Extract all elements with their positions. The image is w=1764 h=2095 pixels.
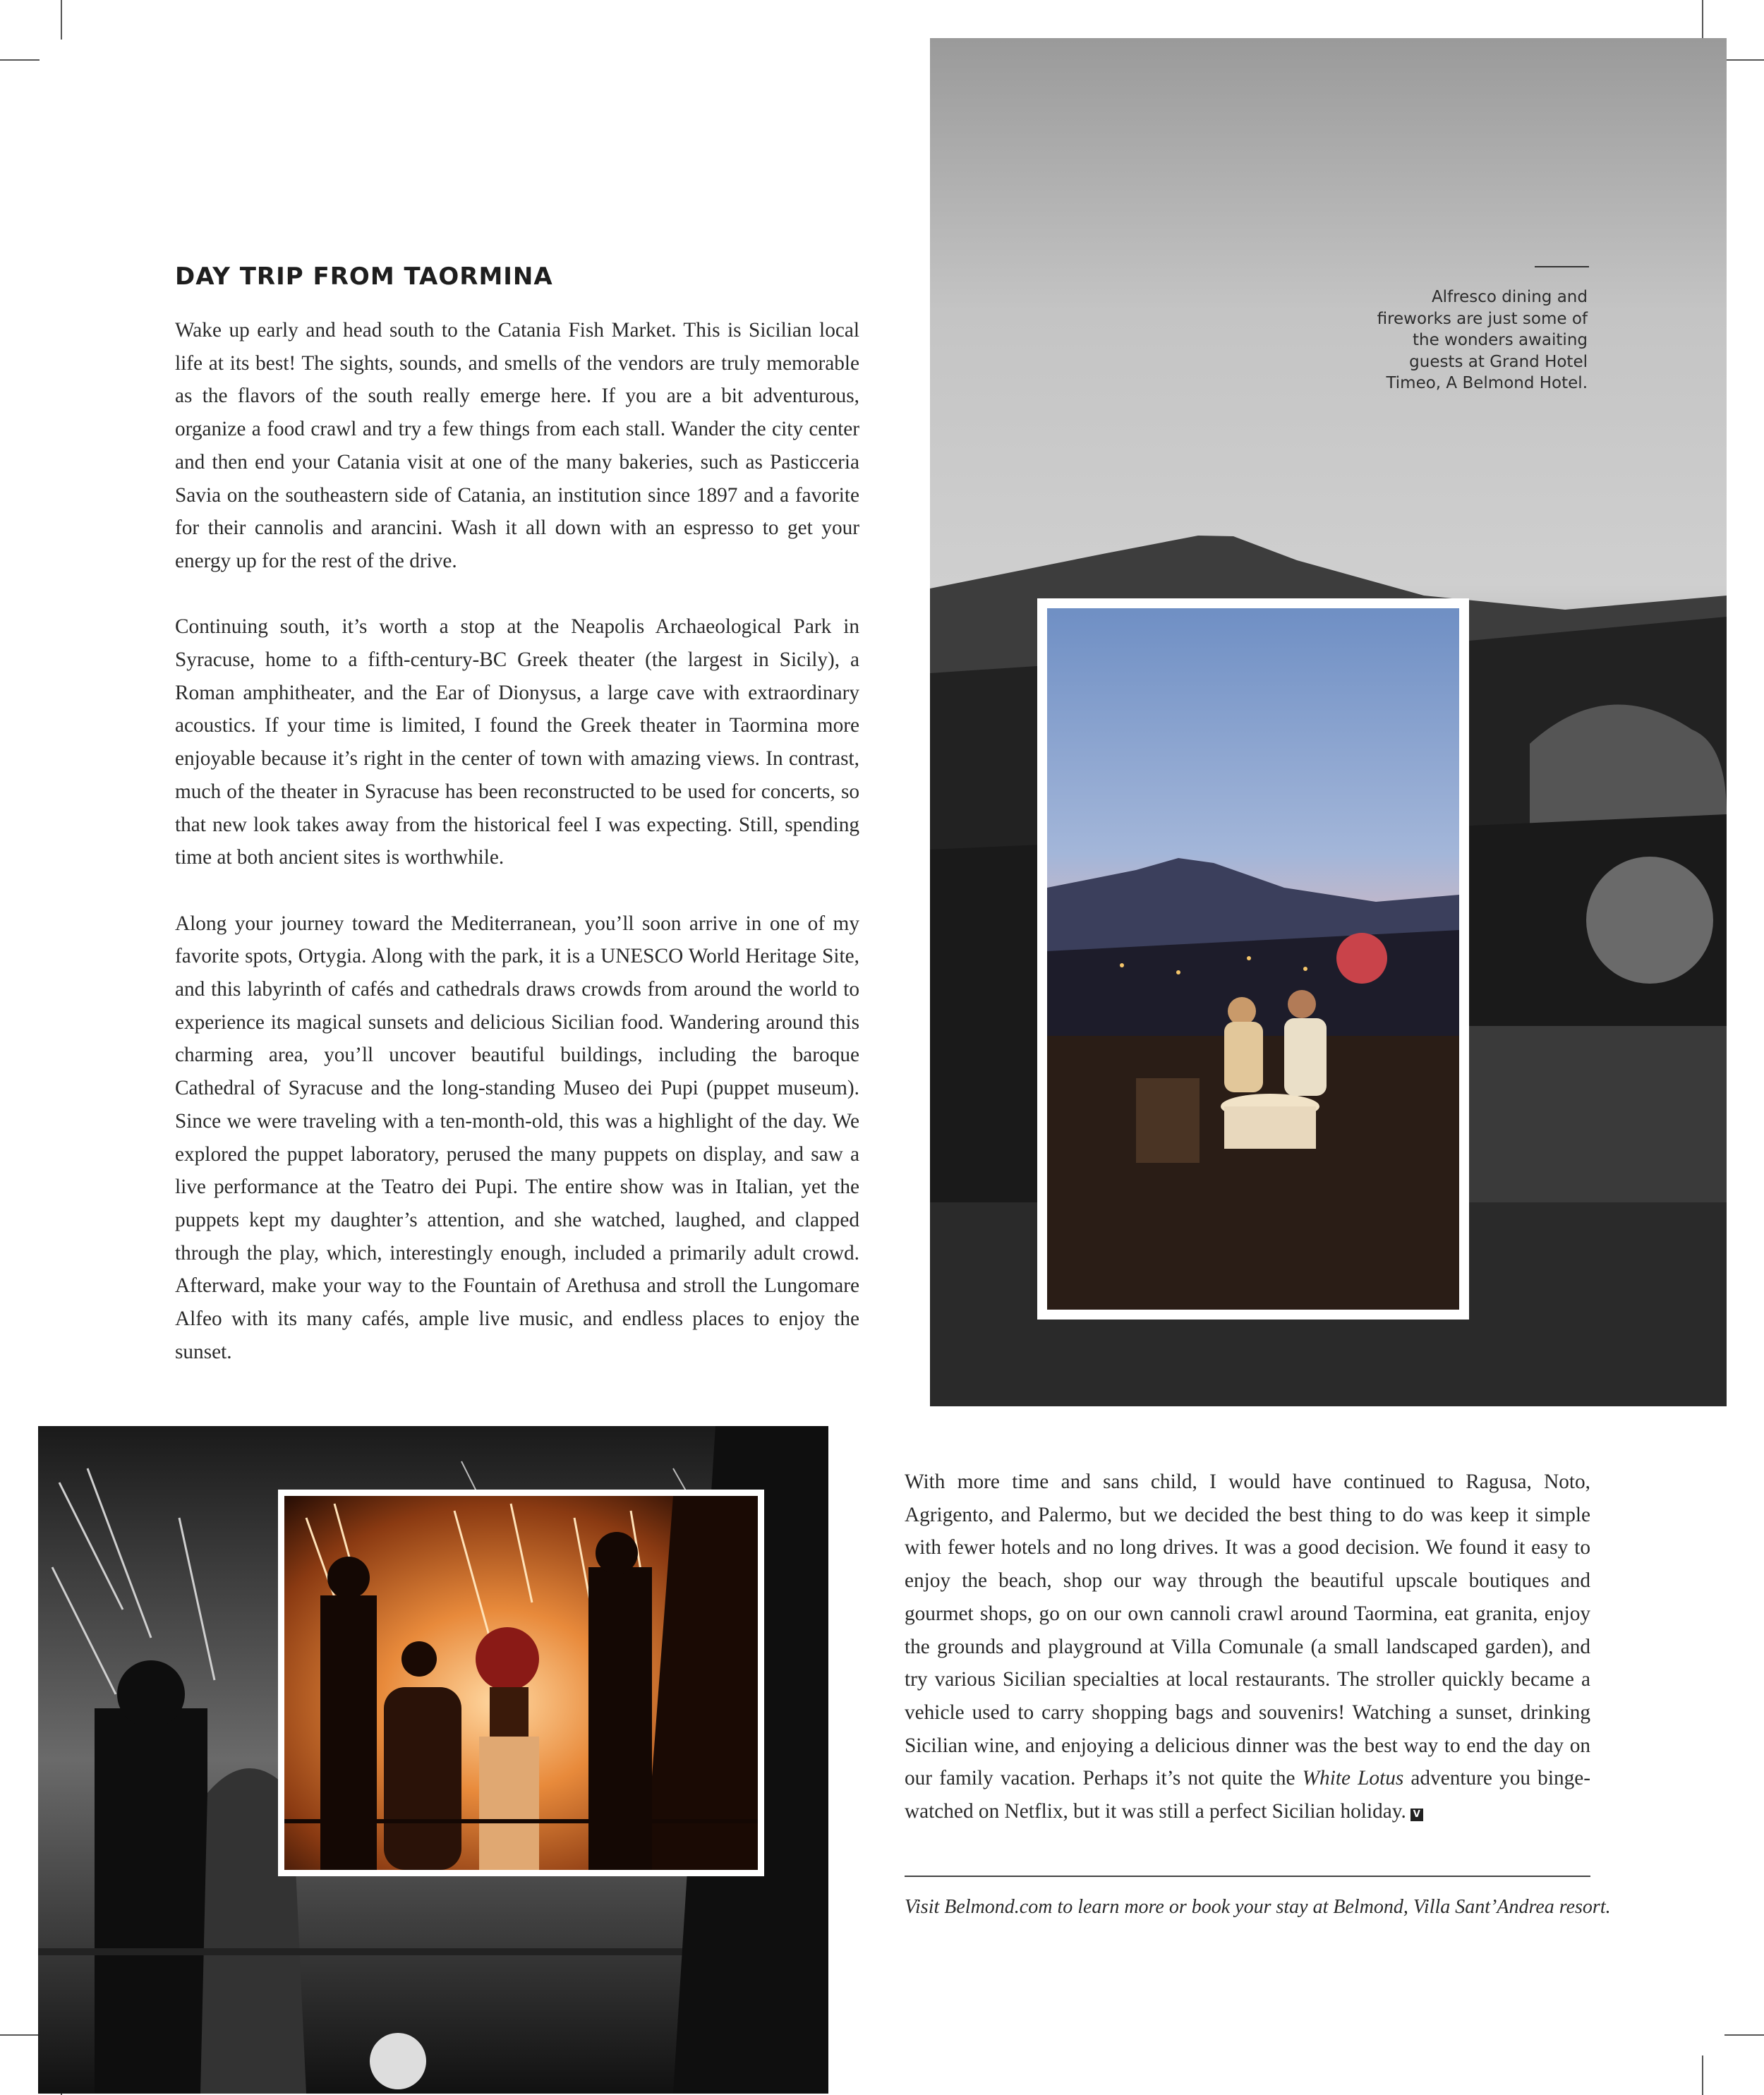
closing-paragraph [905,1466,1590,1828]
fireworks-color-photo [278,1490,764,1876]
crop-mark [0,59,40,61]
paragraph: Along your journey toward the Mediterranean, you’ll soon arrive in one of my favorite spots, Ortygia. Along with the park, it is a UNESCO World Heritage Site, and this labyrinth of cafés and cathedrals draws crowds from around the world to experience its magical sunsets and delicious Sicilian food. Wandering around this charming area, you’ll uncover beautiful buildings, including the baroque Cathedral of Syracuse and the long-standing Museo dei Pupi (puppet museum). Since we were traveling with a ten-month-old, this was a highlight of the day. We explored the puppet laboratory, perused the many puppets on display, and saw a live performance at the Teatro dei Pupi. The entire show was in Italian, yet the puppets kept my daughter’s attention, and she watched, laughed, and clapped through the play, which, interestingly enough, included a primarily adult crowd. Afterward, make your way to the Fountain of Arethusa and stroll the Lungomare Alfeo with its many cafés, ample live music, and endless places to enjoy the sunset. [175,912,859,1363]
crop-mark [1724,59,1764,61]
caption-rule [1535,266,1589,267]
dinner-color-photo [1037,598,1469,1320]
end-mark-icon: V [1410,1809,1423,1821]
paragraph: Continuing south, it’s worth a stop at the Neapolis Archaeological Park in Syracuse, home to a fifth-century-BC Greek theater (the largest in Sicily), a Roman amphitheater, and the Ear of Dionysus, a large cave with extraordinary acoustics. If your time is limited, I found the Greek theater in Taormina more enjoyable because it’s right in the center of town with amazing views. In contrast, much of the theater in Syracuse has been reconstructed to be used for concerts, so that new look takes away from the historical feel I was expecting. Still, spending time at both ancient sites is worthwhile. [175,615,859,869]
photo-caption: Alfresco dining and fireworks are just some of the wonders awaiting guests at Grand Hotel Timeo, A Belmond Hotel. [1377,288,1588,392]
crop-mark [1724,2034,1764,2036]
article-body [175,314,859,1401]
article-heading: DAY TRIP FROM TAORMINA [175,262,553,291]
crop-mark [61,0,62,40]
closing-text [905,1466,1590,1828]
visit-note: Visit Belmond.com to learn more or book your stay at Belmond, Villa Sant’Andrea resort. [905,1896,1611,1918]
closing-italic: White Lotus [1302,1767,1404,1790]
visit-rule [905,1876,1590,1877]
crop-mark [1702,2055,1703,2095]
crop-mark [1702,0,1703,40]
closing-text-part: adventure you binge-watched on Netflix, but it was still a perfect Sicilian holiday. [905,1767,1591,1823]
closing-text-part: With more time and sans child, I would have continued to Ragusa, Noto, Agrigento, and Palermo, but we decided the best thing to do was keep it simple with fewer hotels and no long drives. It was a good decision. We found it easy to enjoy the beach, shop our way through the beautiful upscale boutiques and gourmet shops, go on our own cannoli crawl around Taormina, eat granita, enjoy the grounds and playground at Villa Comunale (a small landscaped garden), and try various Sicilian specialties at local restaurants. The stroller quickly became a vehicle used to carry shopping bags and souvenirs! Watching a sunset, drinking Sicilian wine, and enjoying a delicious dinner was the best way to end the day on our family vacation. Perhaps it’s not quite the [905,1471,1590,1790]
paragraph: Wake up early and head south to the Catania Fish Market. This is Sicilian local life at its best! The sights, sounds, and smells of the vendors are truly memorable as the flavors of the south really emerge here. If you are a bit adventurous, organize a food crawl and try a few things from each stall. Wander the city center and then end your Catania visit at one of the many bakeries, such as Pasticceria Savia on the southeastern side of Catania, an institution since 1897 and a favorite for their cannolis and arancini. Wash it all down with an espresso to get your energy up for the rest of the drive. [175,319,859,572]
crop-mark [0,2034,40,2036]
